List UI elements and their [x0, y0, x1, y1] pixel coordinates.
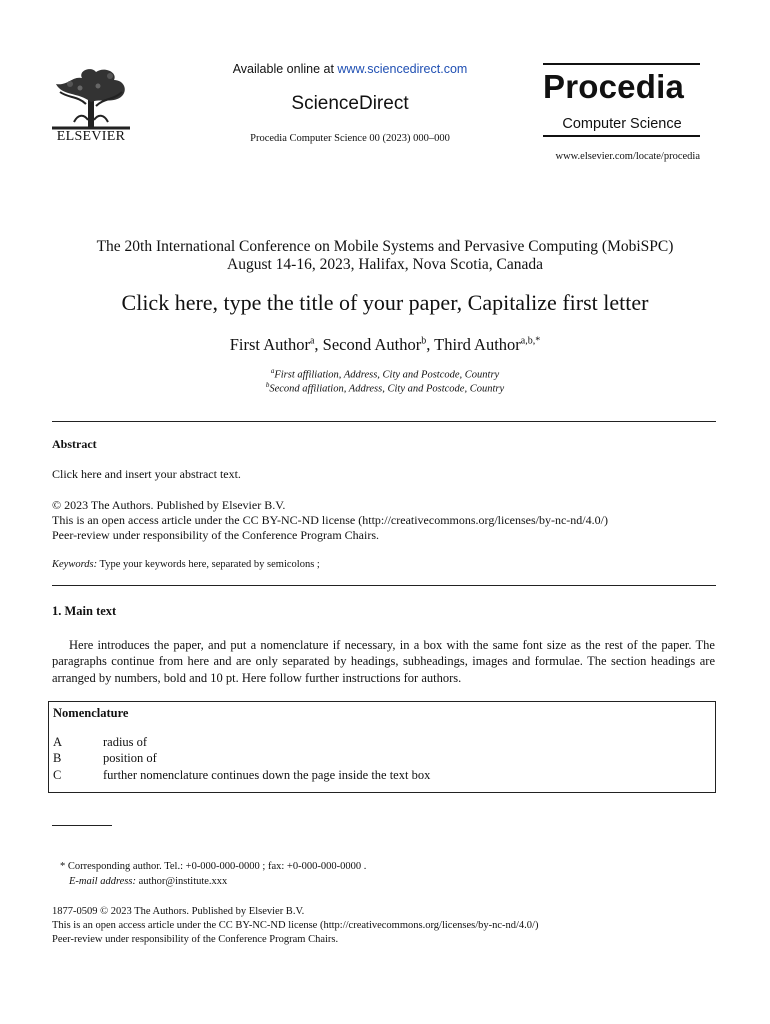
conference-name: The 20th International Conference on Mobile Systems and Pervasive Computing (MobiSPC) — [96, 238, 674, 255]
section-heading: 1. Main text — [52, 604, 117, 618]
license-line: This is an open access article under the CC BY-NC-ND license (http://creativecommons.org/licenses/by-nc-nd/4.0/) — [52, 513, 608, 527]
author-separator: , — [314, 335, 323, 354]
author-name: Third Author — [434, 335, 521, 354]
journal-line: Procedia Computer Science 00 (2023) 000–000 — [250, 133, 450, 144]
available-prefix: Available online at — [232, 62, 338, 76]
corresponding-author-note: * Corresponding author. Tel.: +0-000-000-0000 ; fax: +0-000-000-0000 . — [60, 861, 367, 872]
procedia-subtitle: Computer Science — [562, 116, 682, 132]
nomenclature-definition: position of — [103, 751, 157, 765]
paper-title: Click here, type the title of your paper, Capitalize first letter — [121, 290, 649, 315]
author-affiliation-mark: a,b,* — [520, 335, 541, 347]
procedia-logo-text: Procedia — [543, 68, 684, 105]
procedia-top-rule — [543, 63, 700, 65]
affiliation-mark: a — [270, 367, 275, 375]
author-affiliation-mark: b — [421, 335, 427, 347]
conference-date-location: August 14-16, 2023, Halifax, Nova Scotia, Canada — [227, 256, 543, 273]
keywords-label: Keywords: — [52, 559, 98, 570]
abstract-top-rule — [52, 421, 716, 422]
affiliation-1 — [30, 367, 740, 381]
author-name: Second Author — [322, 335, 422, 354]
email-value: author@institute.xxx — [135, 876, 228, 887]
available-online-line — [180, 62, 520, 76]
footer-license-line: This is an open access article under the CC BY-NC-ND license (http://creativecommons.org/licenses/by-nc-nd/4.0/) — [52, 920, 539, 931]
keywords-text: Type your keywords here, separated by semicolons ; — [97, 559, 320, 570]
nomenclature-heading: Nomenclature — [53, 706, 129, 720]
nomenclature-definition: radius of — [103, 735, 148, 749]
issn-copyright-line: 1877-0509 © 2023 The Authors. Published by Elsevier B.V. — [52, 906, 305, 917]
footnote-rule — [52, 825, 112, 826]
procedia-bottom-rule — [543, 135, 700, 137]
email-label: E-mail address: — [69, 876, 136, 887]
sciencedirect-link[interactable]: www.sciencedirect.com — [337, 62, 468, 76]
nomenclature-definition: further nomenclature continues down the page inside the text box — [103, 768, 431, 782]
affiliation-mark: b — [265, 381, 270, 389]
email-note — [69, 876, 227, 887]
sciencedirect-logo-text: ScienceDirect — [291, 93, 409, 114]
abstract-bottom-rule — [52, 585, 716, 586]
affiliation-text: First affiliation, Address, City and Postcode, Country — [274, 369, 500, 381]
abstract-text: Click here and insert your abstract text. — [52, 467, 241, 481]
author-separator: , — [426, 335, 435, 354]
author-affiliation-mark: a — [309, 335, 315, 347]
procedia-url: www.elsevier.com/locate/procedia — [555, 151, 700, 162]
nomenclature-symbol: C — [53, 768, 62, 782]
copyright-line: © 2023 The Authors. Published by Elsevier B.V. — [52, 498, 286, 512]
keywords-line — [52, 559, 320, 570]
footer-peer-review-line: Peer-review under responsibility of the Conference Program Chairs. — [52, 934, 339, 945]
abstract-heading: Abstract — [52, 437, 97, 451]
elsevier-wordmark: ELSEVIER — [56, 129, 126, 144]
body-paragraph: Here introduces the paper, and put a nomenclature if necessary, in a box with the same font size as the rest of the paper. The paragraphs continue from here and are only separated by headings, subheadings, images and formulae. The section headings are arranged by numbers, bold and 10 pt. Here follow further instructions for authors. — [52, 638, 715, 685]
nomenclature-symbol: B — [53, 751, 62, 765]
affiliation-2 — [30, 381, 740, 395]
author-name: First Author — [229, 335, 310, 354]
peer-review-line: Peer-review under responsibility of the Conference Program Chairs. — [52, 528, 379, 542]
affiliation-text: Second affiliation, Address, City and Postcode, Country — [269, 383, 505, 395]
nomenclature-symbol: A — [53, 735, 63, 749]
author-list — [30, 335, 740, 355]
